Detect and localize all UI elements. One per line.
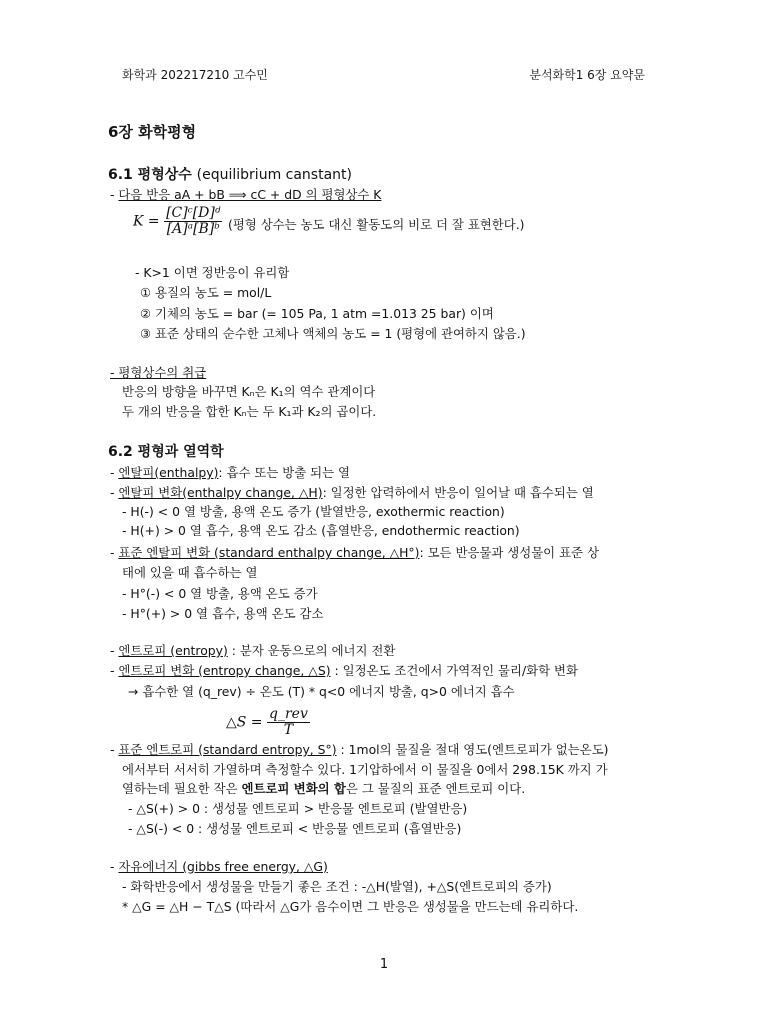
std-entropy-line: - 표준 엔트로피 (standard entropy, S°) : 1mol의 물질을 절대 영도(엔트로피가 없는온도) — [110, 742, 609, 757]
enthalpy-negative: - H(-) < 0 열 방출, 용액 온도 증가 (발열반응, exothermic reaction) — [122, 504, 505, 519]
enthalpy-definition: : 흡수 또는 방출 되는 열 — [218, 465, 351, 480]
gibbs-term: 자유에너지 (gibbs free energy, △G) — [118, 859, 328, 874]
entropy-change-arrow: → 흡수한 열 (q_rev) ÷ 온도 (T) * q<0 에너지 방출, q>0 에너지 흡수 — [128, 684, 515, 699]
entropy-fraction — [267, 707, 310, 738]
entropy-denominator: T — [283, 722, 294, 738]
gibbs-equation: * △G = △H − T△S (따라서 △G가 음수이면 그 반응은 생성물을 만드는데 유리하다. — [122, 899, 579, 914]
header-author: 화학과 202217210 고수민 — [122, 68, 268, 82]
section-6-1-title — [108, 164, 352, 184]
condition-1: ① 용질의 농도 = mol/L — [140, 285, 272, 300]
gibbs-condition: - 화학반응에서 생성물을 만들기 좋은 조건 : -△H(발열), +△S(엔트로피의 증가) — [122, 879, 552, 894]
delta-s-symbol: △S = — [226, 714, 263, 731]
enthalpy-change-term: 엔탈피 변화(enthalpy change, △H) — [118, 485, 323, 500]
section-6-1-heading-en: (equilibrium canstant) — [196, 167, 352, 183]
k-denominator: [A]ᵃ[B]ᵇ — [166, 221, 220, 237]
std-entropy-text-c: 은 그 물질의 표준 엔트로피 이다. — [345, 781, 526, 796]
condition-3: ③ 표준 상태의 순수한 고체나 액체의 농도 = 1 (평형에 관여하지 않음.) — [140, 326, 526, 341]
std-enthalpy-line: - 표준 엔탈피 변화 (standard enthalpy change, △H°): 모든 반응물과 생성물이 표준 상 — [110, 545, 599, 560]
std-entropy-line-2: 에서부터 서서히 가열하며 측정할수 있다. 1기압하에서 이 물질을 0에서 298.15K 까지 가 — [122, 762, 608, 777]
entropy-term: 엔트로피 (entropy) — [118, 643, 228, 658]
std-entropy-definition: : 1mol의 물질을 절대 영도(엔트로피가 없는온도) — [340, 742, 609, 757]
std-enthalpy-negative: - H°(-) < 0 열 방출, 용액 온도 증가 — [122, 586, 318, 601]
condition-2: ② 기체의 농도 = bar (= 105 Pa, 1 atm =1.013 25 bar) 이며 — [140, 306, 494, 321]
std-entropy-text-a: 열하는데 필요한 작은 — [122, 781, 242, 796]
enthalpy-positive: - H(+) > 0 열 흡수, 용액 온도 감소 (흡열반응, endothermic reaction) — [122, 523, 520, 538]
entropy-change-term: 엔트로피 변화 (entropy change, △S) — [118, 663, 331, 678]
equilibrium-constant-formula — [133, 206, 222, 237]
entropy-change-definition: : 일정온도 조건에서 가역적인 물리/화학 변화 — [334, 663, 578, 678]
std-enthalpy-positive: - H°(+) > 0 열 흡수, 용액 온도 감소 — [122, 606, 324, 621]
std-enthalpy-term: 표준 엔탈피 변화 (standard enthalpy change, △H°) — [118, 545, 420, 560]
std-entropy-bold: 엔트로피 변화의 합 — [241, 781, 346, 796]
handling-title: 평형상수의 취급 — [118, 365, 207, 380]
enthalpy-line: - 엔탈피(enthalpy): 흡수 또는 방출 되는 열 — [110, 465, 351, 480]
section-6-2-title: 6.2 평형과 열역학 — [108, 444, 224, 460]
dash-prefix: - — [110, 187, 119, 202]
enthalpy-change-line: - 엔탈피 변화(enthalpy change, △H): 일정한 압력하에서 반응이 일어날 때 흡수되는 열 — [110, 485, 594, 500]
k-note: (평형 상수는 농도 대신 활동도의 비로 더 잘 표현한다.) — [228, 217, 525, 232]
entropy-line: - 엔트로피 (entropy) : 분자 운동으로의 에너지 전환 — [110, 643, 396, 658]
dash-prefix: - — [110, 365, 119, 380]
section-6-1-heading: 6.1 평형상수 — [108, 167, 192, 183]
k-fraction — [164, 206, 222, 237]
k-numerator: [C]ᶜ[D]ᵈ — [166, 205, 221, 221]
std-entropy-negative: - △S(-) < 0 : 생성물 엔트로피 < 반응물 엔트로피 (흡열반응) — [128, 821, 462, 836]
entropy-formula — [226, 707, 310, 738]
std-enthalpy-definition-2: 태에 있을 때 흡수하는 열 — [122, 565, 258, 580]
gibbs-line: - 자유에너지 (gibbs free energy, △G) — [110, 859, 328, 874]
std-entropy-line-3 — [122, 780, 525, 797]
std-enthalpy-definition: : 모든 반응물과 생성물이 표준 상 — [419, 545, 599, 560]
entropy-change-line: - 엔트로피 변화 (entropy change, △S) : 일정온도 조건에서 가역적인 물리/화학 변화 — [110, 663, 578, 678]
reaction-definition: 다음 반응 aA + bB ⟹ cC + dD 의 평형상수 K — [118, 187, 382, 202]
reaction-line — [110, 186, 381, 203]
k-symbol: K = — [133, 213, 160, 230]
entropy-numerator: q_rev — [269, 706, 308, 722]
handling-title-line — [110, 364, 206, 381]
std-entropy-positive: - △S(+) > 0 : 생성물 엔트로피 > 반응물 엔트로피 (발열반응) — [128, 801, 468, 816]
handling-rule-2: 두 개의 반응을 합한 Kₙ는 두 K₁과 K₂의 곱이다. — [122, 404, 377, 419]
enthalpy-term: 엔탈피(enthalpy) — [118, 465, 219, 480]
chapter-title: 6장 화학평형 — [108, 123, 197, 141]
entropy-definition: : 분자 운동으로의 에너지 전환 — [231, 643, 396, 658]
page-number: 1 — [379, 957, 389, 972]
condition-main: - K>1 이면 정반응이 유리함 — [135, 265, 290, 280]
handling-rule-1: 반응의 방향을 바꾸면 Kₙ은 K₁의 역수 관계이다 — [122, 384, 376, 399]
header-course: 분석화학1 6장 요약문 — [529, 68, 645, 82]
enthalpy-change-definition: : 일정한 압력하에서 반응이 일어날 때 흡수되는 열 — [322, 485, 594, 500]
std-entropy-term: 표준 엔트로피 (standard entropy, S°) — [118, 742, 337, 757]
